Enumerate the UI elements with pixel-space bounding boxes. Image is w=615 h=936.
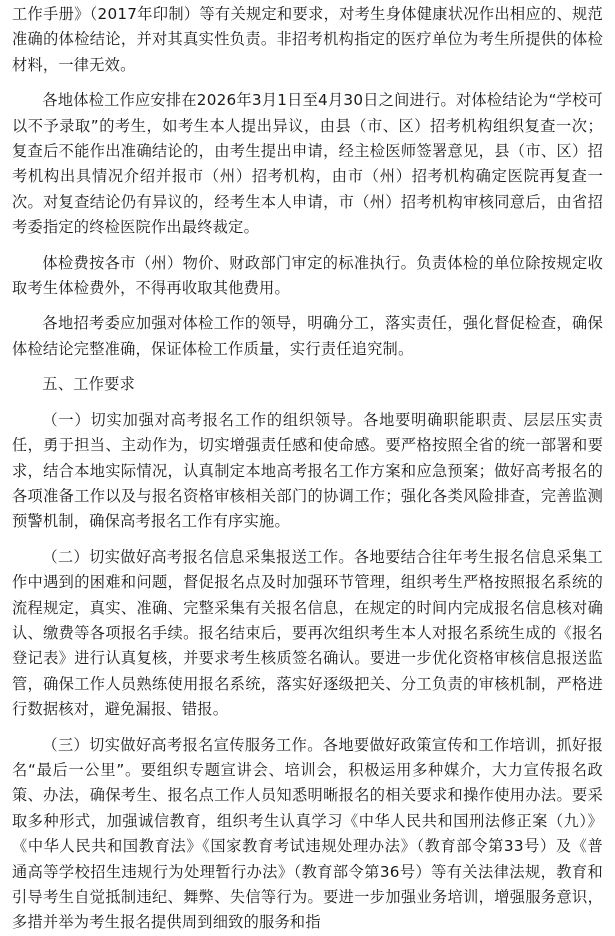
paragraph-exam-fees: 体检费按各市（州）物价、财政部门审定的标准执行。负责体检的单位除按规定收取考生体检费外，不得再收取其他费用。: [12, 253, 603, 298]
section-heading-work-requirements: 五、工作要求: [42, 375, 136, 394]
paragraph-exam-schedule-review: 各地体检工作应安排在2026年3月1日至4月30日之间进行。对体检结论为“学校可以不予录取”的考生，如考生本人提出异议，由县（市、区）招考机构组织复查一次；复查后不能作出准确结论的，由考生提出申请，经主检医师签署意见，县（市、区）招考机构出具情况介绍并报市（州）招考机构，由市（州）招考机构确定医院再复查一次。对复查结论仍有异议的，经考生本人申请，市（州）招考机构审核同意后，由省招考委指定的终检医院作出最终裁定。: [12, 91, 603, 237]
requirement-info-collection: （二）切实做好高考报名信息采集报送工作。各地要结合往年考生报名信息采集工作中遇到的困难和问题，督促报名点及时加强环节管理，组织考生严格按照报名系统的流程规定，真实、准确、完整采集有关报名信息，在规定的时间内完成报名信息核对确认、缴费等各项报名手续。报名结束后，要再次组织考生本人对报名系统生成的《报名登记表》进行认真复核，并要求考生核质签名确认。要进一步优化资格审核信息报送监管，确保工作人员熟练使用报名系统，落实好逐级把关、分工负责的审核机制，严格进行数据核对，避免漏报、错报。: [12, 547, 603, 719]
requirement-organizational-leadership: （一）切实加强对高考报名工作的组织领导。各地要明确职能职责、层层压实责任，勇于担当、主动作为，切实增强责任感和使命感。要严格按照全省的统一部署和要求，结合本地实际情况，认真制定本地高考报名工作方案和应急预案；做好高考报名的各项准备工作以及与报名资格审核相关部门的协调工作；强化各类风险排查，完善监测预警机制，确保高考报名工作有序实施。: [12, 410, 603, 531]
requirement-publicity-service: （三）切实做好高考报名宣传服务工作。各地要做好政策宣传和工作培训，抓好报名“最后一公里”。要组织专题宣讲会、培训会，积极运用多种媒介，大力宣传报名政策、办法，确保考生、报名点工作人员知悉明晰报名的相关要求和操作使用办法。要采取多种形式，加强诚信教育，组织考生认真学习《中华人民共和国刑法修正案（九）》《中华人民共和国教育法》《国家教育考试违规处理办法》（教育部令第33号）及《普通高等学校招生违规行为处理暂行办法》（教育部令第36号）等有关法律法规，教育和引导考生自觉抵制违纪、舞弊、失信等行为。要进一步加强业务培训，增强服务意识，多措并举为考生报名提供周到细致的服务和指: [12, 735, 603, 932]
paragraph-physical-exam-standards: 工作手册》（2017年印制）等有关规定和要求，对考生身体健康状况作出相应的、规范准确的体检结论，并对其真实性负责。非招考机构指定的医疗单位为考生所提供的体检材料，一律无效。: [12, 5, 603, 74]
paragraph-leadership-responsibility: 各地招考委应加强对体检工作的领导，明确分工，落实责任，强化督促检查，确保体检结论完整准确，保证体检工作质量，实行责任追究制。: [12, 314, 603, 358]
